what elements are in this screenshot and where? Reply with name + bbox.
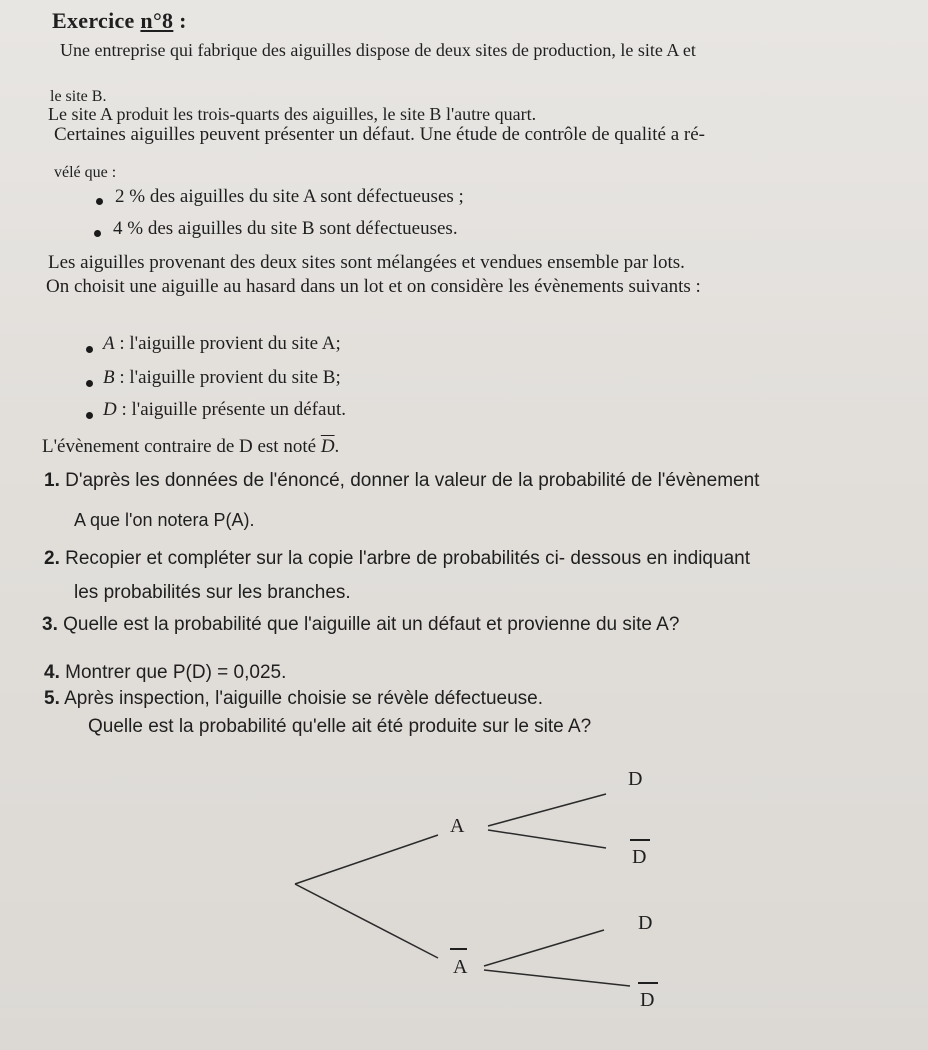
question-text: Montrer que P(D) = 0,025. xyxy=(65,662,287,683)
fact-item: 4 % des aiguilles du site B sont défectueuses. xyxy=(113,218,458,239)
event-text: : l'aiguille présente un défaut. xyxy=(116,399,346,420)
fact-item: 2 % des aiguilles du site A sont défectueuses ; xyxy=(115,186,464,207)
complement-symbol: $\overline{D}$ xyxy=(320,436,335,457)
tree-node-a: A xyxy=(450,815,465,837)
branch-root-a[interactable] xyxy=(295,835,438,884)
intro-line-4: Certaines aiguilles peuvent présenter un défaut. Une étude de contrôle de qualité a ré- xyxy=(54,124,706,145)
tree-leaf-dbar-bottom: D xyxy=(640,989,655,1011)
event-name: B xyxy=(103,367,115,388)
tree-leaf-d-top: D xyxy=(628,768,643,790)
branch-abar-dbar[interactable] xyxy=(484,970,630,986)
question-number: 1. xyxy=(44,470,60,491)
question-number: 4. xyxy=(44,662,60,683)
tree-leaf-d-bottom: D xyxy=(638,912,653,934)
branch-root-abar[interactable] xyxy=(295,884,438,958)
question-text: D'après les données de l'énoncé, donner la valeur de la probabilité de l'évènement xyxy=(65,470,760,491)
title-number: n°8 xyxy=(140,8,174,33)
question-text: Quelle est la probabilité que l'aiguille ait un défaut et provienne du site A? xyxy=(63,614,680,635)
tree-node-abar: A xyxy=(453,956,468,978)
intro-line-3: Le site A produit les trois-quarts des aiguilles, le site B l'autre quart. xyxy=(48,104,537,124)
question-2-continuation: les probabilités sur les branches. xyxy=(74,582,351,603)
event-text: : l'aiguille provient du site B; xyxy=(114,367,341,388)
tree-leaf-dbar-top: D xyxy=(632,846,647,868)
question-text: Recopier et compléter sur la copie l'arbre de probabilités ci- dessous en indiquant xyxy=(65,548,750,569)
intro-line-5: vélé que : xyxy=(54,164,117,181)
question-number: 5. xyxy=(44,688,60,709)
question-1-continuation: A que l'on notera P(A). xyxy=(74,510,255,530)
question-number: 2. xyxy=(44,548,60,569)
title-prefix: Exercice xyxy=(52,8,141,33)
complement-end: . xyxy=(334,436,340,457)
question-number: 3. xyxy=(42,614,58,635)
title-suffix: : xyxy=(173,8,187,33)
question-5-continuation: Quelle est la probabilité qu'elle ait été produite sur le site A? xyxy=(88,716,592,737)
event-name: A xyxy=(103,333,115,354)
intro-line-2: le site B. xyxy=(50,88,107,105)
intro-line-1: Une entreprise qui fabrique des aiguilles dispose de deux sites de production, le site A et xyxy=(60,40,696,60)
branch-abar-d[interactable] xyxy=(484,930,604,966)
mix-line-1: Les aiguilles provenant des deux sites sont mélangées et vendues ensemble par lots. xyxy=(48,252,685,273)
branch-a-dbar[interactable] xyxy=(488,830,606,848)
event-name: D xyxy=(103,399,117,420)
question-text: Après inspection, l'aiguille choisie se révèle défectueuse. xyxy=(64,688,543,709)
complement-text: L'évènement contraire de D est noté xyxy=(42,436,321,457)
event-text: : l'aiguille provient du site A; xyxy=(114,333,341,354)
mix-line-2: On choisit une aiguille au hasard dans un lot et on considère les évènements suivants : xyxy=(46,276,701,297)
branch-a-d[interactable] xyxy=(488,794,606,826)
